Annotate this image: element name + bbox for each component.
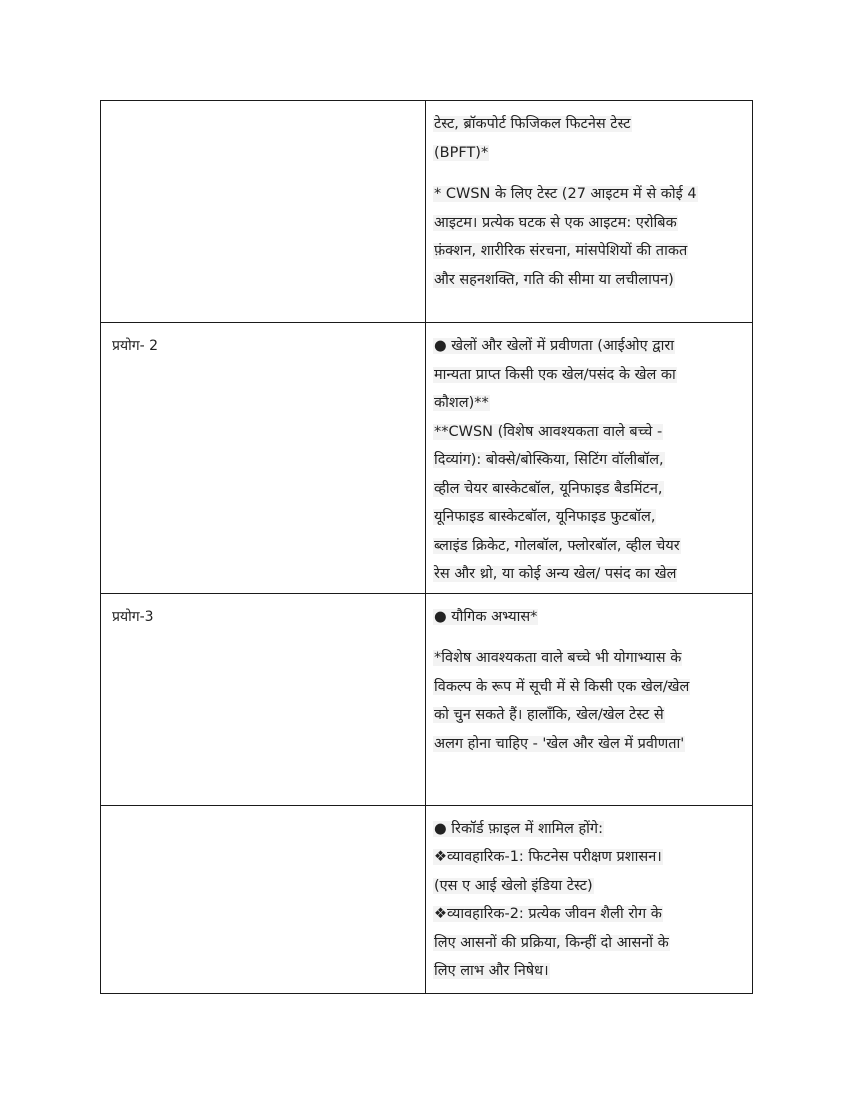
row-label (101, 806, 425, 818)
text-line: को चुन सकते हैं। हालाँकि, खेल/खेल टेस्ट से (434, 707, 664, 723)
text-line: मान्यता प्राप्त किसी एक खेल/पसंद के खेल का (434, 366, 676, 383)
description-cell (426, 101, 753, 323)
text-line: * CWSN के लिए टेस्ट (27 आइटम में से कोई 4 (434, 186, 697, 202)
text-line: कौशल)** (434, 395, 489, 411)
text-line: अलग होना चाहिए - 'खेल और खेल में प्रवीणता' (434, 735, 685, 752)
text-line: दिव्यांग): बोक्से/बोस्किया, सिटिंग वॉलीबॉल, (434, 452, 664, 468)
text-line: फ़ंक्शन, शारीरिक संरचना, मांसपेशियों की ताकत (434, 243, 688, 259)
text-line: ब्लाइंड क्रिकेट, गोलबॉल, फ्लोरबॉल, व्हील चेयर (434, 537, 680, 554)
text-line: **CWSN (विशेष आवश्यकता वाले बच्चे - (434, 423, 663, 440)
text-line: व्हील चेयर बास्केटबॉल, यूनिफाइड बैडमिंटन, (434, 480, 663, 497)
row-label (101, 101, 425, 113)
label-cell (101, 593, 426, 805)
content-table (100, 100, 753, 994)
text-line: लिए आसनों की प्रक्रिया, किन्हीं दो आसनों के (434, 934, 669, 951)
text-line: यूनिफाइड बास्केटबॉल, यूनिफाइड फुटबॉल, (434, 509, 656, 525)
text-line: विकल्प के रूप में सूची में से किसी एक खेल/खेल (434, 678, 690, 695)
label-cell (101, 101, 426, 323)
table-row (101, 323, 753, 594)
text-line: ● यौगिक अभ्यास* (434, 608, 538, 625)
text-line: टेस्ट, ब्रॉकपोर्ट फिजिकल फिटनेस टेस्ट (434, 116, 631, 132)
text-line: ● खेलों और खेलों में प्रवीणता (आईओए द्वारा (434, 338, 675, 354)
row-label: प्रयोग-3 (112, 608, 154, 625)
text-line: और सहनशक्ति, गति की सीमा या लचीलापन) (434, 271, 674, 288)
text-line: (BPFT)* (434, 144, 489, 161)
table-row (101, 101, 753, 323)
description-cell (426, 805, 753, 993)
text-line: आइटम। प्रत्येक घटक से एक आइटम: एरोबिक (434, 214, 677, 231)
text-line: रेस और थ्रो, या कोई अन्य खेल/ पसंद का खेल (434, 566, 677, 582)
text-line: *विशेष आवश्यकता वाले बच्चे भी योगाभ्यास के (434, 650, 682, 666)
description-cell (426, 593, 753, 805)
label-cell (101, 805, 426, 993)
row-label: प्रयोग- 2 (112, 338, 159, 354)
table-row (101, 805, 753, 993)
description-cell (426, 323, 753, 594)
text-line: लिए लाभ और निषेध। (434, 963, 549, 979)
text-line: ❖व्यावहारिक-2: प्रत्येक जीवन शैली रोग के (434, 906, 662, 922)
table-row (101, 593, 753, 805)
text-line: ● रिकॉर्ड फ़ाइल में शामिल होंगे: (434, 820, 603, 837)
text-line: (एस ए आई खेलो इंडिया टेस्ट) (434, 877, 593, 894)
text-line: ❖व्यावहारिक-1: फिटनेस परीक्षण प्रशासन। (434, 849, 662, 865)
label-cell (101, 323, 426, 594)
